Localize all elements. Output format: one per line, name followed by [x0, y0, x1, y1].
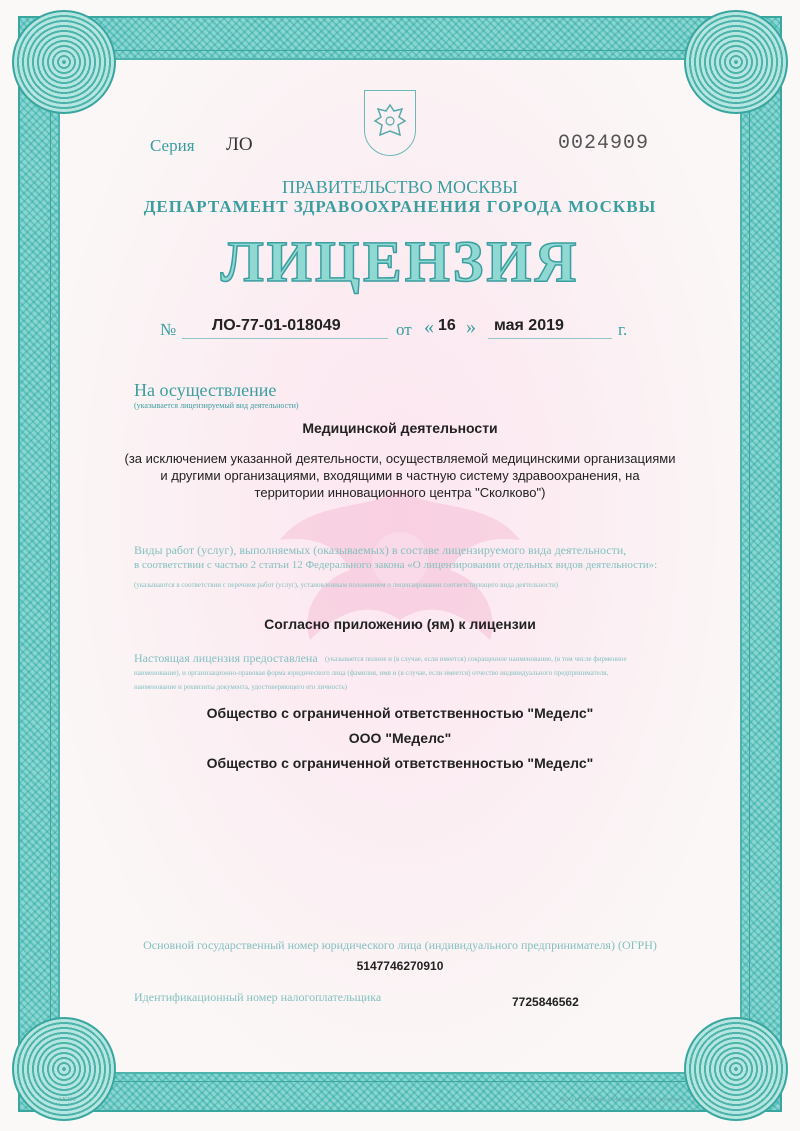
activity-label: На осуществление [134, 380, 277, 400]
form-number: 0024909 [558, 132, 650, 155]
quote-close: » [466, 316, 476, 338]
government-name: ПРАВИТЕЛЬСТВО МОСКВЫ [281, 177, 518, 197]
inn-label: Идентификационный номер налогоплательщика [134, 990, 382, 1004]
holder-hint-1: (указывается полное и (в случае, если имеется) сокращенное наименование, (в том числе фирменное [325, 655, 627, 663]
works-value: Согласно приложению (ям) к лицензии [264, 616, 536, 632]
ogrn-value: 5147746270910 [356, 959, 444, 973]
works-hint: (указываются в соответствии с перечнем работ (услуг), установленным положением о лицензировании соответствующего вида деятельности) [134, 581, 559, 589]
license-number: ЛО-77-01-018049 [212, 317, 341, 334]
activity-details-line1: (за исключением указанной деятельности, осуществляемой медицинскими организациями [124, 451, 676, 466]
holder-firm-name: Общество с ограниченной ответственностью "Меделс" [206, 755, 594, 771]
corner-rosette-icon [12, 10, 116, 114]
inn-value: 7725846562 [512, 995, 579, 1009]
activity-hint: (указывается лицензируемый вид деятельности) [134, 401, 299, 410]
printer-imprint: ООО «РТГ»Гмин, г. Москва, 2017 год, уровень Б [560, 1097, 685, 1103]
activity-name: Медицинской деятельности [302, 420, 498, 436]
activity-details-line2: и другими организациями, входящими в частную систему здравоохранения, на [160, 468, 640, 483]
series-label: Серия [150, 136, 195, 155]
underline [488, 338, 612, 339]
coat-of-arms-icon [364, 90, 416, 156]
quote-open: « [424, 316, 434, 338]
series-value: ЛО [226, 134, 253, 155]
corner-rosette-icon [12, 1017, 116, 1121]
corner-rosette-icon [684, 1017, 788, 1121]
document-title: ЛИЦЕНЗИЯ [220, 229, 580, 294]
holder-hint-3: наименование и реквизиты документа, удостоверяющего его личность) [134, 683, 347, 691]
form-code: АК236 [58, 1097, 76, 1103]
license-month-year: мая 2019 [494, 317, 564, 334]
license-number-label: № [160, 320, 177, 339]
underline [182, 338, 388, 339]
holder-short-name: ООО "Меделс" [348, 730, 452, 746]
corner-rosette-icon [684, 10, 788, 114]
activity-details-line3: территории инновационного центра "Сколково") [254, 485, 546, 500]
ogrn-label: Основной государственный номер юридического лица (индивидуального предпринимателя) (ОГРН) [143, 938, 657, 952]
license-day: 16 [438, 317, 456, 334]
date-from-label: от [396, 320, 412, 339]
holder-full-name: Общество с ограниченной ответственностью "Меделс" [206, 705, 594, 721]
holder-intro: Настоящая лицензия предоставлена [134, 651, 318, 665]
year-suffix: г. [618, 320, 628, 339]
works-line1: Виды работ (услуг), выполняемых (оказываемых) в составе лицензируемого вида деятельности, [134, 543, 627, 557]
works-line2: в соответствии с частью 2 статьи 12 Федерального закона «О лицензировании отдельных видов деятельности»: [134, 559, 658, 571]
department-name: ДЕПАРТАМЕНТ ЗДРАВООХРАНЕНИЯ ГОРОДА МОСКВЫ [143, 197, 657, 216]
holder-hint-2: наименование), и организационно-правовая форма юридического лица (фамилия, имя и (в случае, если имеется) отчество индивидуального предпринимателя, [134, 669, 609, 677]
